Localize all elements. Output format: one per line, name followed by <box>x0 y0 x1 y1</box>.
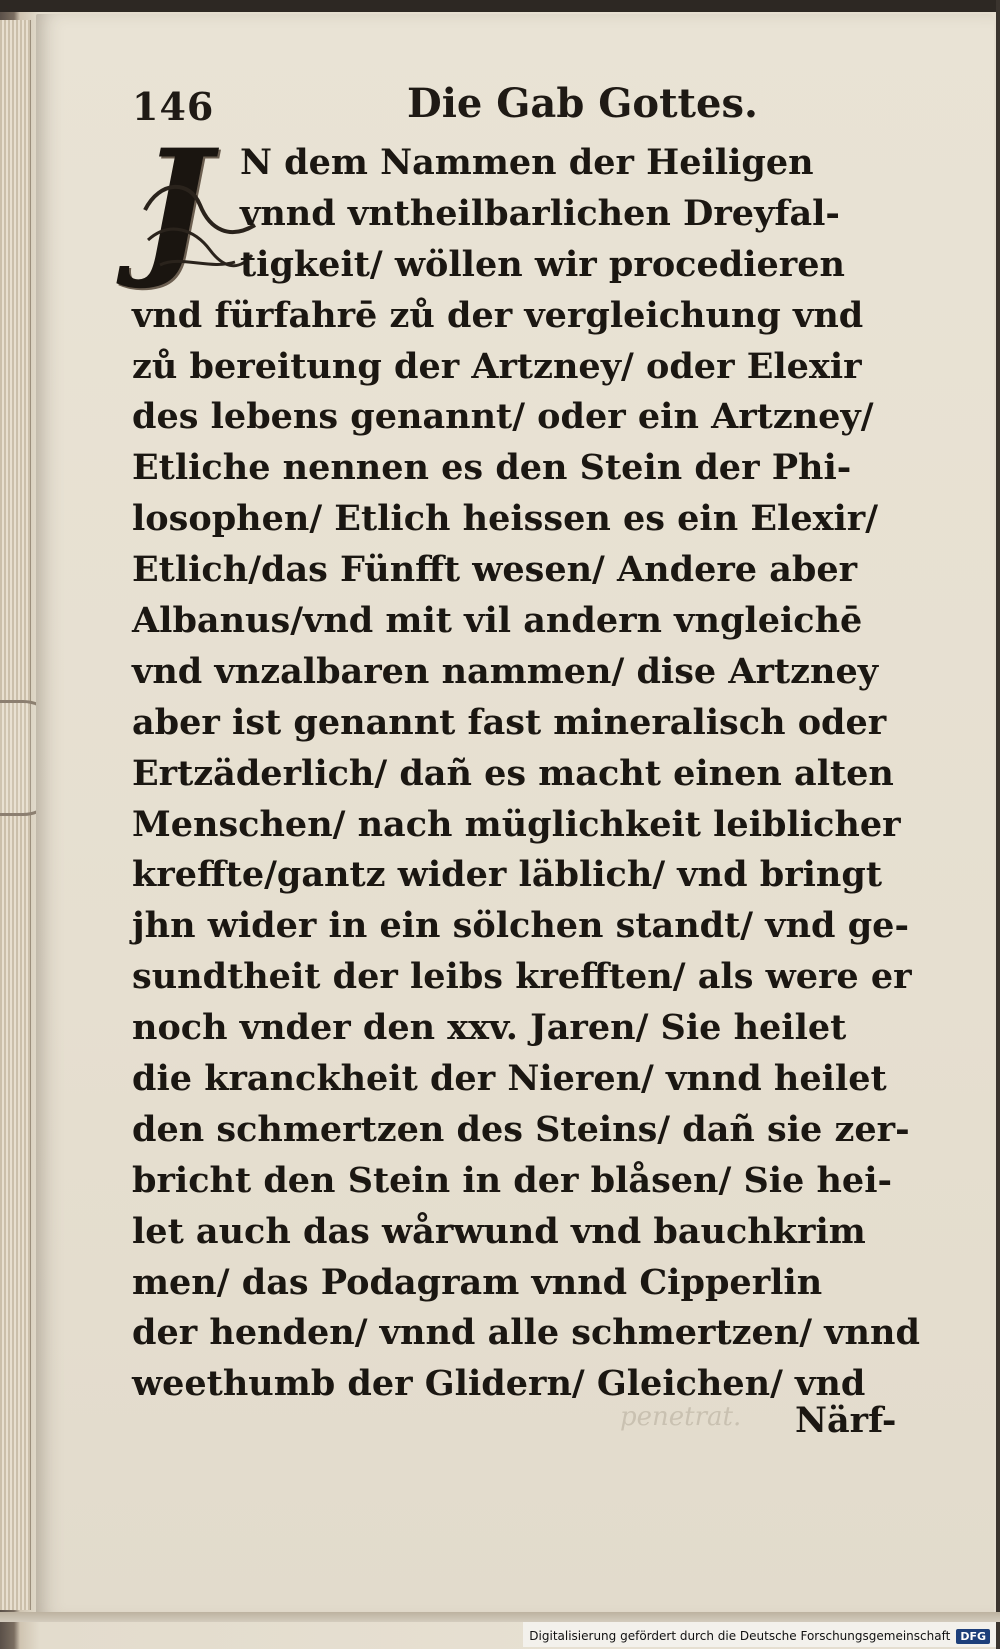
running-head: Die Gab Gottes. <box>407 80 758 127</box>
text-line: bricht den Stein in der blåsen/ Sie hei- <box>132 1159 893 1201</box>
text-line: kreffte/gantz wider läblich/ vnd bringt <box>132 854 883 896</box>
decorated-initial: J <box>140 117 211 293</box>
text-line: let auch das wårwund vnd bauchkrim <box>132 1210 866 1252</box>
page-number: 146 <box>132 84 215 129</box>
text-line: den schmertzen des Steins/ dañ sie zer- <box>132 1108 910 1150</box>
credit-text: Digitalisierung gefördert durch die Deutsche Forschungsgemeinschaft <box>529 1629 951 1643</box>
text-line: vnnd vntheilbarlichen Dreyfal- <box>240 192 840 234</box>
page-header <box>132 76 932 136</box>
text-line: vnd vnzalbaren nammen/ dise Artzney <box>132 650 879 692</box>
dfg-logo: DFG <box>956 1629 990 1644</box>
text-line: Etlich/das Fünfft wesen/ Andere aber <box>132 549 858 591</box>
text-line: Ertzäderlich/ dañ es macht einen alten <box>132 752 894 794</box>
text-line: Albanus/vnd mit vil andern vngleichē <box>132 600 863 642</box>
text-line: losophen/ Etlich heissen es ein Elexir/ <box>132 498 878 540</box>
text-line: die kranckheit der Nieren/ vnnd heilet <box>132 1058 887 1100</box>
text-line: weethumb der Glidern/ Gleichen/ vnd <box>132 1363 866 1405</box>
text-line: Menschen/ nach müglichkeit leiblicher <box>132 803 901 845</box>
catchword: Närf- <box>795 1400 897 1441</box>
text-line: Etliche nennen es den Stein der Phi- <box>132 447 852 489</box>
scan-top-edge <box>0 0 1000 12</box>
text-line: noch vnder den xxv. Jaren/ Sie heilet <box>132 1007 847 1049</box>
scan-right-edge <box>996 0 1000 1649</box>
page-bottom-edge <box>0 1612 1000 1622</box>
text-line: aber ist genannt fast mineralisch oder <box>132 701 887 743</box>
text-line: vnd fürfahrē zů der vergleichung vnd <box>132 294 864 336</box>
bleed-through-text: penetrat. <box>620 1402 742 1432</box>
body-text <box>132 138 932 1410</box>
text-line: jhn wider in ein sölchen standt/ vnd ge- <box>132 905 909 947</box>
digitization-credit <box>523 1622 996 1647</box>
text-line: tigkeit/ wöllen wir procedieren <box>240 243 845 285</box>
text-line: sundtheit der leibs krefften/ als were er <box>132 956 912 998</box>
text-line: N dem Nammen der Heiligen <box>240 142 814 183</box>
text-line: men/ das Podagram vnnd Cipperlin <box>132 1261 823 1303</box>
text-line: zů bereitung der Artzney/ oder Elexir <box>132 345 862 387</box>
text-line: des lebens genannt/ oder ein Artzney/ <box>132 396 874 438</box>
text-line: der henden/ vnnd alle schmertzen/ vnnd <box>132 1312 920 1354</box>
